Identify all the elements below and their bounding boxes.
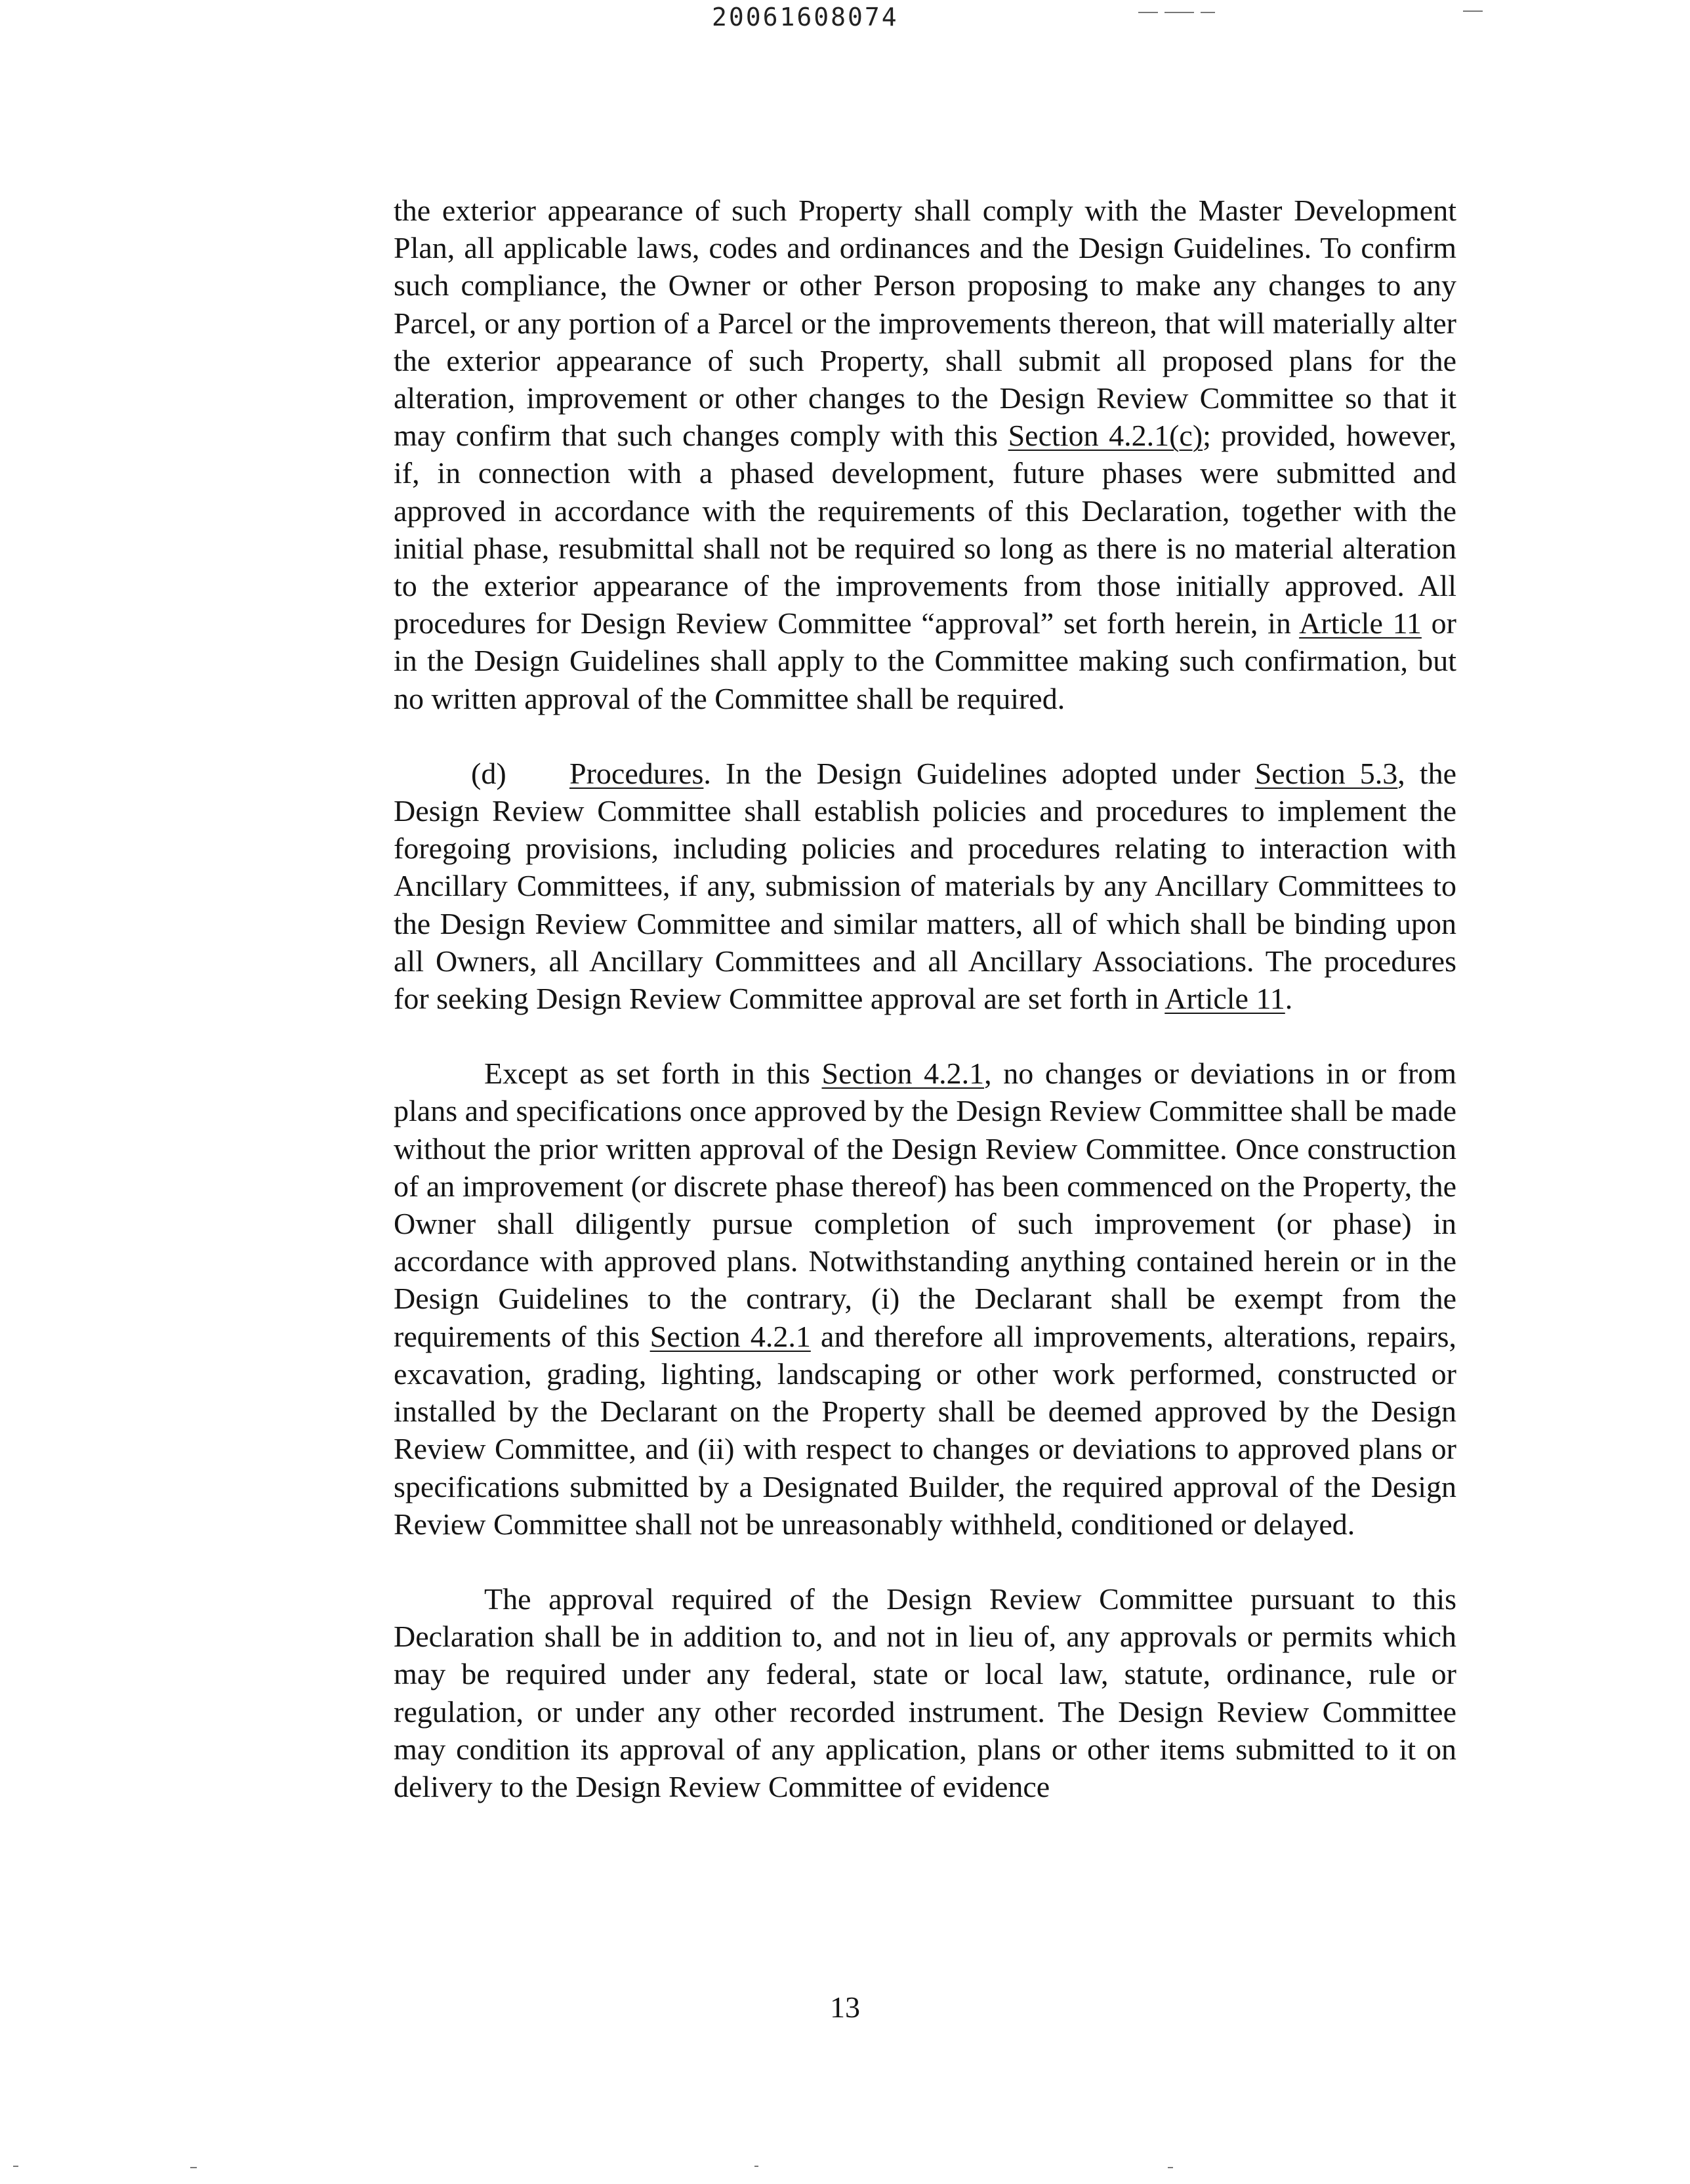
scan-artifact <box>190 2167 197 2168</box>
scan-artifact <box>1201 12 1215 13</box>
scan-artifact <box>1164 12 1194 13</box>
subsection-heading: Procedures <box>569 756 704 790</box>
section-reference: Section 4.2.1(c) <box>1008 419 1203 453</box>
article-reference: Article 11 <box>1164 982 1285 1016</box>
section-reference: Section 5.3 <box>1254 756 1398 790</box>
paragraph-continuation: the exterior appearance of such Property shall comply with the Master Development Plan, all applicable laws, codes and ordinances and the Design Guidelines. To confirm such compliance, the Owner or other Person proposing to make any changes to any Parcel, or any portion of a Parcel or the improvements thereon, that will materially alter the exterior appearance of such Property, shall submit all proposed plans for the alteration, improvement or other changes to the Design Review Committee so that it may confirm that such changes comply with this Section 4.2.1(c); provided, however, if, in connection with a phased development, future phases were submitted and approved in accordance with the requirements of this Declaration, together with the initial phase, resubmittal shall not be required so long as there is no material alteration to the exterior appearance of the improvements from those initially approved. All procedures for Design Review Committee “approval” set forth herein, in Article 11 or in the Design Guidelines shall apply to the Committee making such confirmation, but no written approval of the Committee shall be required. <box>394 194 1456 715</box>
section-reference: Section 4.2.1 <box>649 1319 811 1353</box>
subsection-label: (d) <box>471 756 506 790</box>
section-reference: Section 4.2.1 <box>821 1057 985 1091</box>
paragraph-approval-required: The approval required of the Design Review Committee pursuant to this Declaration shall be in addition to, and not in lieu of, any approvals or permits which may be required under any federal, state or local law, statute, ordinance, rule or regulation, or under any other recorded instrument. The Design Review Committee may condition its approval of any application, plans or other items submitted to it on delivery to the Design Review Committee of evidence <box>394 1582 1456 1803</box>
scan-artifact <box>1168 2167 1173 2168</box>
document-body <box>394 192 1456 1843</box>
scan-artifact <box>1463 10 1483 12</box>
scan-artifact <box>1138 12 1158 13</box>
scan-artifact <box>754 2166 758 2167</box>
paragraph-changes-deviations: Except as set forth in this Section 4.2.1, no changes or deviations in or from plans and specifications once approved by the Design Review Committee shall be made without the prior written approval of the Design Review Committee. Once construction of an improvement (or discrete phase thereof) has been commenced on the Property, the Owner shall diligently pursue completion of such improvement (or phase) in accordance with approved plans. Notwithstanding anything contained herein or in the Design Guidelines to the contrary, (i) the Declarant shall be exempt from the requirements of this Section 4.2.1 and therefore all improvements, alterations, repairs, excavation, grading, lighting, landscaping or other work performed, constructed or installed by the Declarant on the Property shall be deemed approved by the Design Review Committee, and (ii) with respect to changes or deviations to approved plans or specifications submitted by a Designated Builder, the required approval of the Design Review Committee shall not be unreasonably withheld, conditioned or delayed. <box>394 1057 1456 1541</box>
scan-artifact <box>13 2166 18 2167</box>
paragraph-procedures: (d) Procedures. In the Design Guidelines adopted under Section 5.3, the Design Review Committee shall establish policies and procedures to implement the foregoing provisions, including policies and procedures relating to interaction with Ancillary Committees, if any, submission of materials by any Ancillary Committees to the Design Review Committee and similar matters, all of which shall be binding upon all Owners, all Ancillary Committees and all Ancillary Associations. The procedures for seeking Design Review Committee approval are set forth in Article 11. <box>394 755 1456 1017</box>
article-reference: Article 11 <box>1299 606 1422 640</box>
page-number: 13 <box>830 1990 860 2024</box>
document-number: 20061608074 <box>712 3 899 32</box>
